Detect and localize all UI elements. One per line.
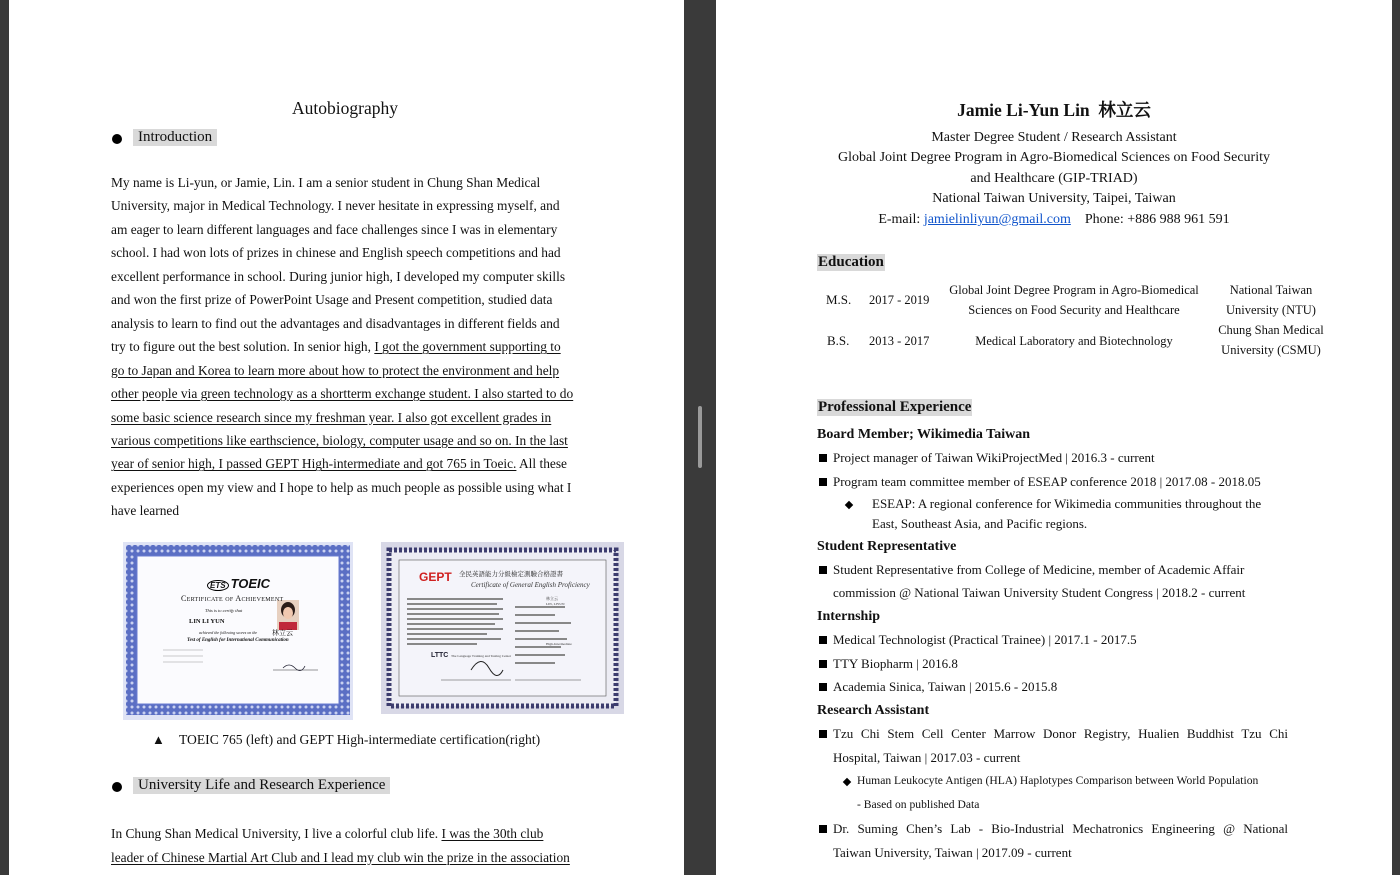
- paragraph-line: [111, 339, 561, 355]
- paragraph-line: [111, 363, 559, 379]
- paragraph-line: [111, 386, 573, 402]
- paragraph-line: [111, 480, 571, 496]
- edu-program-line1: Global Joint Degree Program in Agro-Biomedical: [949, 283, 1199, 297]
- bullet-icon: [112, 782, 122, 792]
- bullet-square-icon: [819, 825, 827, 833]
- figure-caption: TOEIC 765 (left) and GEPT High-intermediate certification(right): [179, 732, 541, 747]
- underlined-text: year of senior high, I passed GEPT High-intermediate and got 765 in Toeic.: [111, 456, 517, 472]
- bullet-square-icon: [819, 566, 827, 574]
- gept-level: High-Intermediate: [546, 642, 572, 646]
- paragraph-line: [111, 433, 568, 449]
- bullet-icon: [112, 134, 122, 144]
- line-text: try to figure out the best solution. In senior high,: [111, 339, 375, 355]
- underlined-text: I got the government supporting to: [374, 339, 561, 355]
- bullet-square-icon: [819, 478, 827, 486]
- paragraph-line: [111, 503, 179, 519]
- paragraph-line: [111, 410, 551, 426]
- board-item: Project manager of Taiwan WikiProjectMed | 2016.3 - current: [833, 450, 1155, 465]
- eseap-line2: East, Southeast Asia, and Pacific regions.: [872, 516, 1088, 531]
- paragraph-line: [111, 456, 567, 472]
- ra2-line1: Dr. Suming Chen’s Lab - Bio-Industrial Mechatronics Engineering @ National: [833, 821, 1288, 836]
- education-heading: Education: [818, 254, 884, 270]
- student-rep-line2: commission @ National Taiwan University Student Congress | 2018.2 - current: [833, 585, 1246, 600]
- internship-heading: Internship: [817, 609, 881, 624]
- underlined-text: other people via green technology as a shortterm exchange student. I also started to do: [111, 386, 574, 402]
- toeic-certificate: [123, 542, 353, 720]
- page-title: Autobiography: [292, 98, 398, 118]
- document-page-right: [716, 0, 1392, 875]
- resume-program-line2: and Healthcare (GIP-TRIAD): [970, 171, 1138, 186]
- edu-school-line1: National Taiwan: [1229, 283, 1313, 297]
- gept-logo: GEPT: [419, 570, 452, 584]
- resume-name-zh: 林立云: [1098, 100, 1151, 120]
- paragraph-line: [111, 198, 560, 214]
- resume-contact: [716, 212, 1392, 228]
- ets-logo: ETS: [207, 580, 229, 591]
- underlined-text: go to Japan and Korea to learn more about how to protect the environment and help: [111, 362, 560, 378]
- bullet-diamond-icon: [845, 501, 853, 509]
- intro-heading: Introduction: [133, 129, 217, 146]
- line-text: have learned: [111, 503, 180, 519]
- toeic-cert-heading: Certificate of Achievement: [181, 594, 284, 603]
- ra2-line2: Taiwan University, Taiwan | 2017.09 - current: [833, 845, 1072, 860]
- ra1-line1: Tzu Chi Stem Cell Center Marrow Donor Registry, Hualien Buddhist Tzu Chi: [833, 726, 1288, 741]
- gept-border-icon: [381, 542, 624, 714]
- line-text: experiences open my view and I hope to help as much people as possible using what I: [111, 479, 572, 495]
- toeic-photo: [277, 600, 299, 630]
- paragraph-line: [111, 175, 540, 191]
- caption-marker-icon: ▲: [152, 732, 165, 747]
- underlined-text: leader of Chinese Martial Art Club and I lead my club win the prize in the association: [111, 849, 570, 865]
- paragraph-line: [111, 316, 560, 332]
- paragraph-line: [111, 850, 570, 866]
- edu-degree: M.S.: [826, 292, 852, 307]
- splitter-handle[interactable]: [698, 406, 702, 468]
- toeic-certify: This is to certify that: [205, 608, 243, 613]
- ra1-sub-line1: Human Leukocyte Antigen (HLA) Haplotypes Comparison between World Population: [857, 774, 1259, 787]
- toeic-name: LIN LI YUN: [189, 618, 225, 625]
- resume-program-line1: Global Joint Degree Program in Agro-Biomedical Sciences on Food Security: [838, 150, 1270, 165]
- email-link[interactable]: jamielinliyun@gmail.com: [923, 212, 1071, 227]
- edu-degree: B.S.: [827, 333, 850, 348]
- line-text: school. I had won lots of prizes in chinese and English speech competitions and had: [111, 245, 561, 261]
- toeic-brand: TOEIC: [230, 576, 271, 591]
- bullet-square-icon: [819, 730, 827, 738]
- line-text: My name is Li-yun, or Jamie, Lin. I am a senior student in Chung Shan Medical: [111, 175, 541, 190]
- edu-program-line1: Medical Laboratory and Biotechnology: [975, 334, 1173, 348]
- line-text: and won the first prize of PowerPoint Usage and Present competition, studied data: [111, 292, 553, 308]
- university-heading: University Life and Research Experience: [133, 777, 390, 794]
- bullet-square-icon: [819, 636, 827, 644]
- ra1-line2: Hospital, Taiwan | 2017.03 - current: [833, 750, 1021, 765]
- email-label: E-mail:: [878, 212, 924, 227]
- bullet-square-icon: [819, 683, 827, 691]
- gept-name-en: LIN, LIYUN: [546, 602, 565, 606]
- line-text: excellent performance in school. During junior high, I developed my computer skills: [111, 268, 566, 284]
- toeic-signature: 林立云: [272, 629, 293, 637]
- gept-name-zh: 林立云: [546, 596, 558, 601]
- paragraph-line: [111, 222, 557, 238]
- edu-years: 2017 - 2019: [869, 293, 930, 307]
- document-page-left: [9, 0, 684, 875]
- experience-heading: Professional Experience: [818, 399, 972, 415]
- line-text: analysis to learn to find out the advantages and disadvantages in different fields and: [111, 315, 560, 331]
- phone: Phone: +886 988 961 591: [1084, 212, 1230, 227]
- line-text: University, major in Medical Technology. I never hesitate in expressing myself, and: [111, 198, 560, 214]
- gept-center: The Language Training and Testing Center: [451, 654, 512, 658]
- resume-university: National Taiwan University, Taipei, Taiwan: [932, 191, 1176, 206]
- underlined-text: some basic science research since my freshman year. I also got excellent grades in: [111, 409, 552, 425]
- paragraph-line: [111, 826, 543, 842]
- line-text: am eager to learn different languages and face challenges since I was in elementary: [111, 221, 558, 237]
- underlined-text: various competitions like earthscience, biology, computer usage and so on. In the last: [111, 432, 568, 448]
- resume-name-en: Jamie Li-Yun Lin: [957, 100, 1090, 120]
- gept-lttc: LTTC: [431, 652, 449, 659]
- internship-item: Academia Sinica, Taiwan | 2015.6 - 2015.8: [833, 679, 1058, 694]
- bullet-square-icon: [819, 454, 827, 462]
- edu-school-line1: Chung Shan Medical: [1218, 323, 1324, 337]
- board-item: Program team committee member of ESEAP conference 2018 | 2017.08 - 2018.05: [833, 474, 1261, 489]
- student-rep-heading: Student Representative: [817, 539, 957, 554]
- gept-title-en: Certificate of General English Proficiency: [471, 581, 590, 589]
- board-heading: Board Member; Wikimedia Taiwan: [817, 427, 1031, 442]
- research-assistant-heading: Research Assistant: [817, 703, 930, 718]
- line-text: In Chung Shan Medical University, I live a colorful club life.: [111, 826, 442, 841]
- toeic-test: Test of English for International Communication: [187, 638, 289, 643]
- edu-years: 2013 - 2017: [869, 334, 930, 348]
- paragraph-line: [111, 245, 561, 261]
- student-rep-line1: Student Representative from College of Medicine, member of Academic Affair: [833, 562, 1245, 577]
- gept-title-zh: 全民英語能力分級檢定測驗合格證書: [459, 571, 563, 578]
- bullet-diamond-icon: [843, 778, 851, 786]
- bullet-square-icon: [819, 660, 827, 668]
- internship-item: Medical Technologist (Practical Trainee) | 2017.1 - 2017.5: [833, 632, 1137, 647]
- paragraph-line: [111, 292, 552, 308]
- line-text: All these: [516, 456, 567, 472]
- ra1-sub-line2: - Based on published Data: [857, 798, 980, 811]
- eseap-line1: ESEAP: A regional conference for Wikimedia communities throughout the: [872, 496, 1262, 511]
- underlined-text: I was the 30th club: [441, 826, 544, 841]
- edu-school-line2: University (CSMU): [1221, 343, 1321, 357]
- gept-certificate: [381, 542, 624, 714]
- internship-item: TTY Biopharm | 2016.8: [833, 656, 958, 671]
- edu-school-line2: University (NTU): [1226, 303, 1316, 317]
- edu-program-line2: Sciences on Food Security and Healthcare: [968, 303, 1180, 317]
- resume-role: Master Degree Student / Research Assistant: [931, 130, 1177, 145]
- toeic-achieved: achieved the following scores on the: [199, 630, 258, 635]
- page-splitter[interactable]: [684, 0, 716, 875]
- resume-name: [716, 97, 1392, 122]
- paragraph-line: [111, 269, 565, 285]
